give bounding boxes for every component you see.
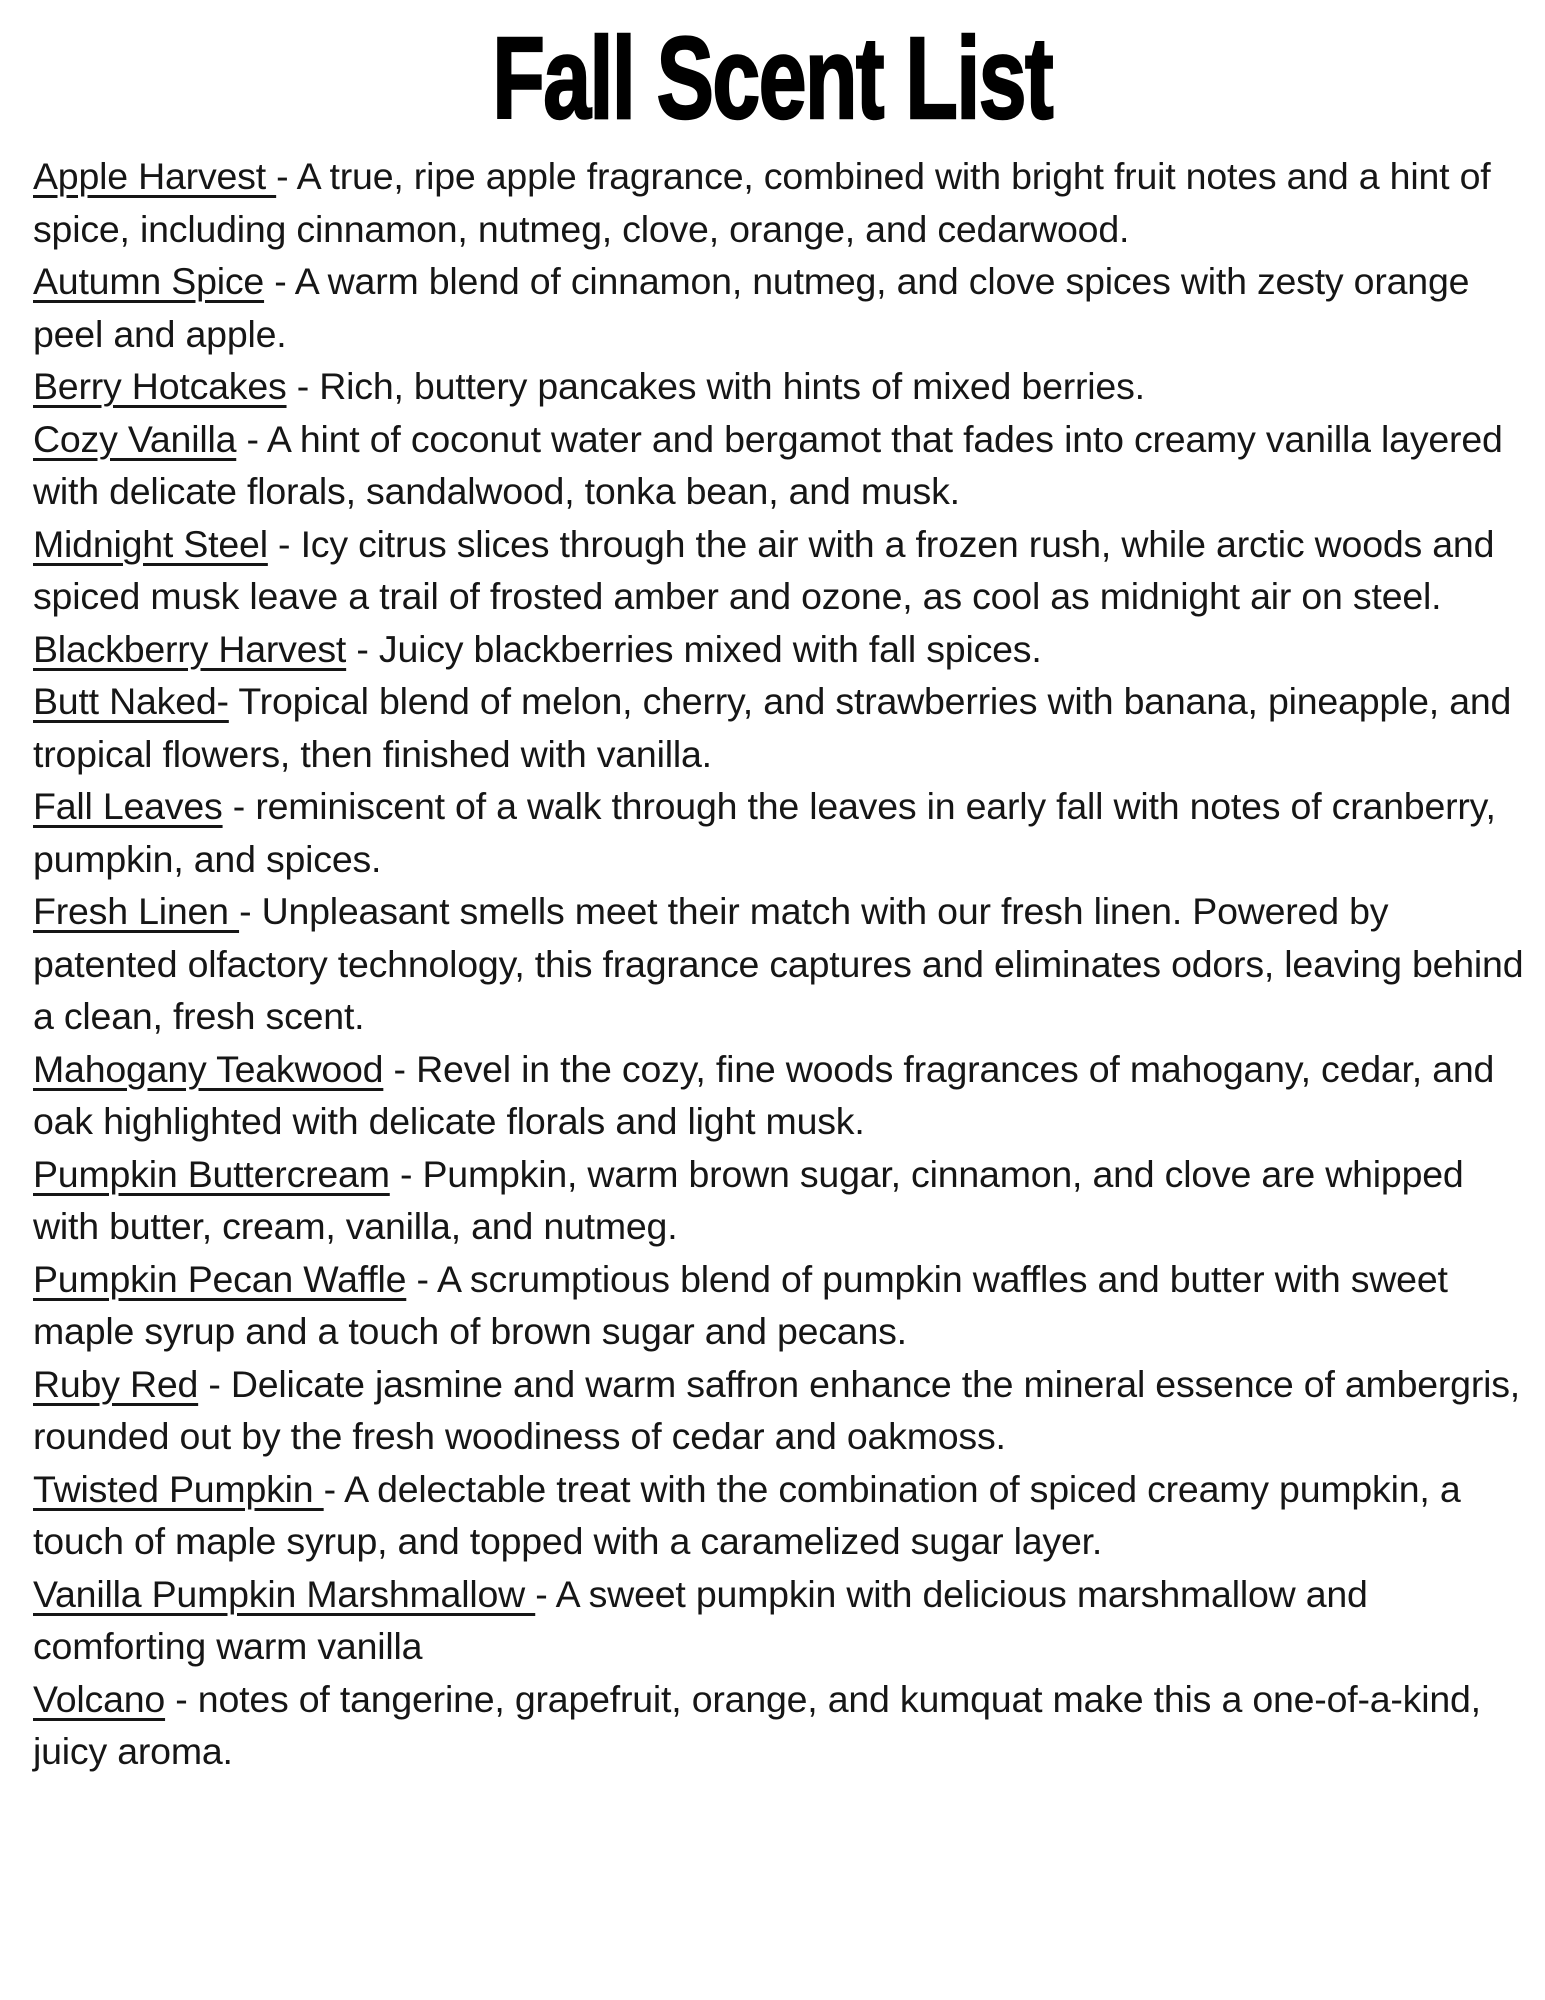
scent-name: Autumn Spice	[33, 260, 265, 302]
page-title: Fall Scent List	[492, 13, 1053, 143]
scent-description: Icy citrus slices through the air with a frozen rush, while arctic woods and spiced musk leave a trail of frosted amber and ozone, as cool as midnight air on steel.	[33, 522, 1495, 617]
scent-entry	[33, 1043, 1532, 1148]
scent-description: A delectable treat with the combination of spiced creamy pumpkin, a touch of maple syrup, and topped with a caramelized sugar layer.	[33, 1467, 1461, 1562]
scent-separator: -	[346, 627, 379, 670]
scent-separator	[229, 680, 239, 722]
scent-entry	[33, 255, 1532, 360]
scent-description: A scrumptious blend of pumpkin waffles and butter with sweet maple syrup and a touch of brown sugar and pecans.	[33, 1257, 1448, 1352]
scent-entry	[33, 360, 1532, 413]
scent-description: notes of tangerine, grapefruit, orange, and kumquat make this a one-of-a-kind, juicy aroma.	[33, 1677, 1481, 1772]
scent-separator: -	[222, 785, 256, 827]
title-section	[0, 0, 1545, 146]
scent-description: Unpleasant smells meet their match with our fresh linen. Powered by patented olfactory technology, this fragrance captures and eliminates odors, leaving behind a clean, fresh scent.	[33, 890, 1524, 1037]
scent-list	[0, 146, 1545, 1778]
scent-entry	[33, 1568, 1532, 1673]
scent-name: Berry Hotcakes	[33, 365, 287, 407]
scent-description: Delicate jasmine and warm saffron enhance the mineral essence of ambergris, rounded out by the fresh woodiness of cedar and oakmoss.	[33, 1362, 1521, 1457]
scent-name: Pumpkin Pecan Waffle	[33, 1257, 407, 1300]
scent-entry	[33, 1673, 1532, 1778]
scent-description: Juicy blackberries mixed with fall spices.	[378, 627, 1042, 670]
scent-entry	[33, 885, 1532, 1043]
scent-separator: -	[383, 1047, 417, 1090]
scent-name: Midnight Steel	[33, 522, 268, 565]
scent-description: A sweet pumpkin with delicious marshmallow and comforting warm vanilla	[33, 1572, 1368, 1667]
scent-description: Pumpkin, warm brown sugar, cinnamon, and clove are whipped with butter, cream, vanilla, and nutmeg.	[33, 1152, 1464, 1247]
scent-name: Fall Leaves	[33, 785, 223, 827]
scent-name: Cozy Vanilla	[33, 417, 237, 460]
scent-description: Tropical blend of melon, cherry, and strawberries with banana, pineapple, and tropical flowers, then finished with vanilla.	[33, 680, 1512, 775]
scent-name: Ruby Red	[33, 1362, 199, 1405]
scent-name: Twisted Pumpkin	[33, 1467, 324, 1510]
scent-entry	[33, 675, 1532, 780]
scent-separator: -	[198, 1362, 231, 1405]
scent-entry	[33, 1253, 1532, 1358]
scent-name: Volcano	[33, 1677, 166, 1720]
scent-entry	[33, 1148, 1532, 1253]
scent-entry	[33, 1463, 1532, 1568]
scent-separator: -	[389, 1152, 423, 1195]
scent-entry	[33, 623, 1532, 676]
scent-description: Revel in the cozy, fine woods fragrances of mahogany, cedar, and oak highlighted with delicate florals and light musk.	[33, 1047, 1495, 1142]
scent-name: Vanilla Pumpkin Marshmallow	[33, 1572, 536, 1615]
scent-separator: -	[264, 260, 295, 302]
scent-entry	[33, 413, 1532, 518]
scent-description: A hint of coconut water and bergamot that fades into creamy vanilla layered with delicate florals, sandalwood, tonka bean, and musk.	[33, 417, 1503, 512]
scent-separator: -	[267, 522, 301, 565]
scent-separator: -	[236, 417, 267, 460]
scent-description: A true, ripe apple fragrance, combined with bright fruit notes and a hint of spice, including cinnamon, nutmeg, clove, orange, and cedarwood.	[33, 155, 1491, 250]
scent-name: Butt Naked-	[33, 680, 229, 722]
scent-name: Fresh Linen	[33, 890, 240, 932]
scent-name: Pumpkin Buttercream	[33, 1152, 390, 1195]
scent-separator: -	[239, 890, 262, 932]
scent-entry	[33, 1358, 1532, 1463]
scent-separator: -	[286, 365, 320, 407]
scent-separator: -	[276, 155, 297, 197]
scent-name: Apple Harvest	[33, 155, 277, 197]
scent-entry	[33, 780, 1532, 885]
scent-separator: -	[535, 1572, 556, 1615]
scent-description: A warm blend of cinnamon, nutmeg, and clove spices with zesty orange peel and apple.	[33, 260, 1470, 355]
scent-separator: -	[165, 1677, 198, 1720]
scent-name: Blackberry Harvest	[33, 627, 347, 670]
scent-entry	[33, 150, 1532, 255]
scent-separator: -	[323, 1467, 345, 1510]
scent-description: reminiscent of a walk through the leaves in early fall with notes of cranberry, pumpkin, and spices.	[33, 785, 1496, 880]
scent-entry	[33, 518, 1532, 623]
scent-description: Rich, buttery pancakes with hints of mixed berries.	[319, 365, 1145, 407]
scent-name: Mahogany Teakwood	[33, 1047, 384, 1090]
scent-separator: -	[406, 1257, 437, 1300]
